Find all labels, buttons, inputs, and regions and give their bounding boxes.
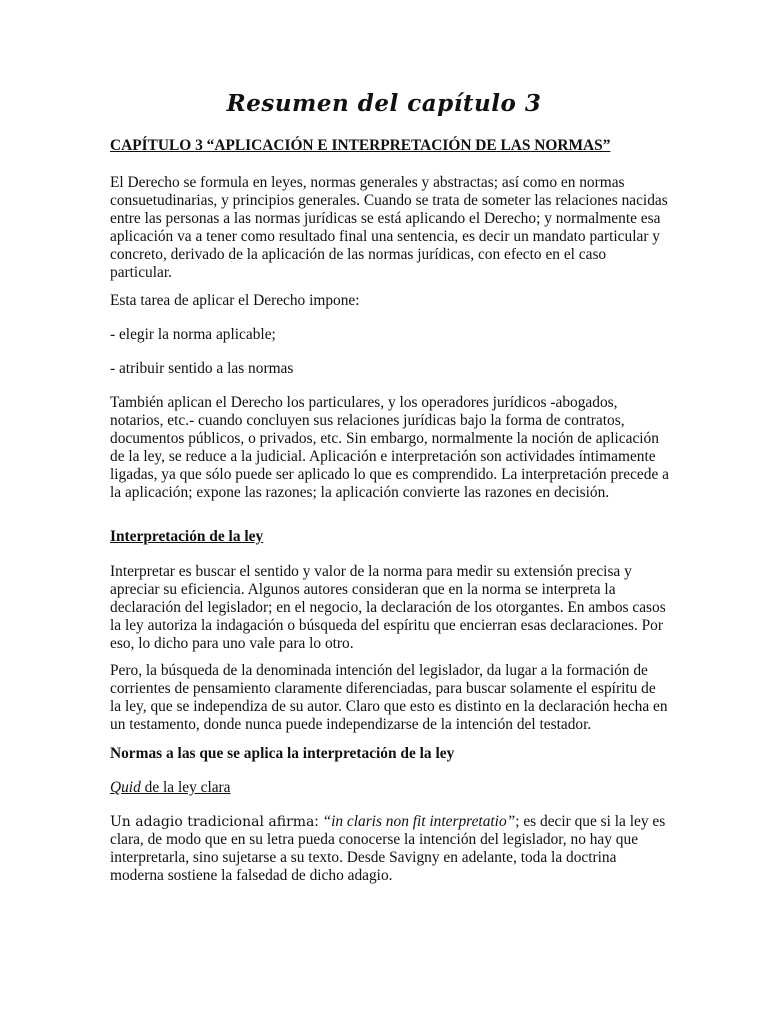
chapter-heading [110, 137, 670, 155]
adagio-quote: “in claris non fit interpretatio” [322, 813, 516, 830]
adagio-colon: : [314, 813, 323, 830]
paragraph: Esta tarea de aplicar el Derecho impone: [110, 292, 360, 309]
adagio-rest: ; es decir que si la ley es clara, de modo que en su letra pueda conocerse la intención del legislador, no hay que interpretarla, sino sujetarse a su texto. Desde Savigny en adelante, toda la doctrina moderna sostiene la falsedad de dicho adagio. [110, 813, 666, 884]
paragraph: Interpretar es buscar el sentido y valor de la norma para medir su extensión precisa y apreciar su eficiencia. Algunos autores consideran que en la norma se interpreta la declaración del legislador; en el negocio, la declaración de los otorgantes. En ambos casos la ley autoriza la indagación o búsqueda del espíritu que encierran esas declaraciones. Por eso, lo dicho para uno vale para lo otro. [110, 563, 666, 652]
paragraph: Pero, la búsqueda de la denominada intención del legislador, da lugar a la formación de corrientes de pensamiento claramente diferenciadas, para buscar solamente el espíritu de la ley, que se independiza de su autor. Claro que esto es distinto en la declaración hecha en un testamento, donde nunca puede independizarse de la intención del testador. [110, 662, 668, 733]
paragraph [110, 813, 670, 885]
section-heading-interpretacion: Interpretación de la ley [110, 528, 264, 545]
page-title: Resumen del capítulo 3 [226, 90, 542, 117]
quid-rest: de la ley clara [140, 779, 231, 796]
list-item: - elegir la norma aplicable; [110, 326, 276, 343]
subsection-heading-quid [110, 779, 670, 797]
section-heading-normas: Normas a las que se aplica la interpretación de la ley [110, 745, 455, 762]
list-item: - atribuir sentido a las normas [110, 360, 294, 377]
quid-italic: Quid [110, 779, 141, 796]
paragraph: También aplican el Derecho los particulares, y los operadores jurídicos -abogados, notarios, etc.- cuando concluyen sus relaciones jurídicas bajo la forma de contratos, documentos públicos, o privados, etc. Sin embargo, normalmente la noción de aplicación de la ley, se reduce a la judicial. Aplicación e interpretación son actividades íntimamente ligadas, ya que sólo puede ser aplicado lo que es comprendido. La interpretación precede a la aplicación; expone las razones; la aplicación convierte las razones en decisión. [110, 394, 669, 501]
chapter-title: “APLICACIÓN E INTERPRETACIÓN DE LAS NORMAS” [206, 137, 611, 154]
adagio-intro: Un adagio tradicional afirma [110, 814, 315, 830]
paragraph: El Derecho se formula en leyes, normas generales y abstractas; así como en normas consuetudinarias, y principios generales. Cuando se trata de someter las relaciones nacidas entre las personas a las normas jurídicas se está aplicando el Derecho; y normalmente esa aplicación va a tener como resultado final una sentencia, es decir un mandato particular y concreto, derivado de la aplicación de las normas jurídicas, con efecto en el caso particular. [110, 174, 668, 281]
chapter-label: CAPÍTULO 3 [110, 137, 203, 154]
